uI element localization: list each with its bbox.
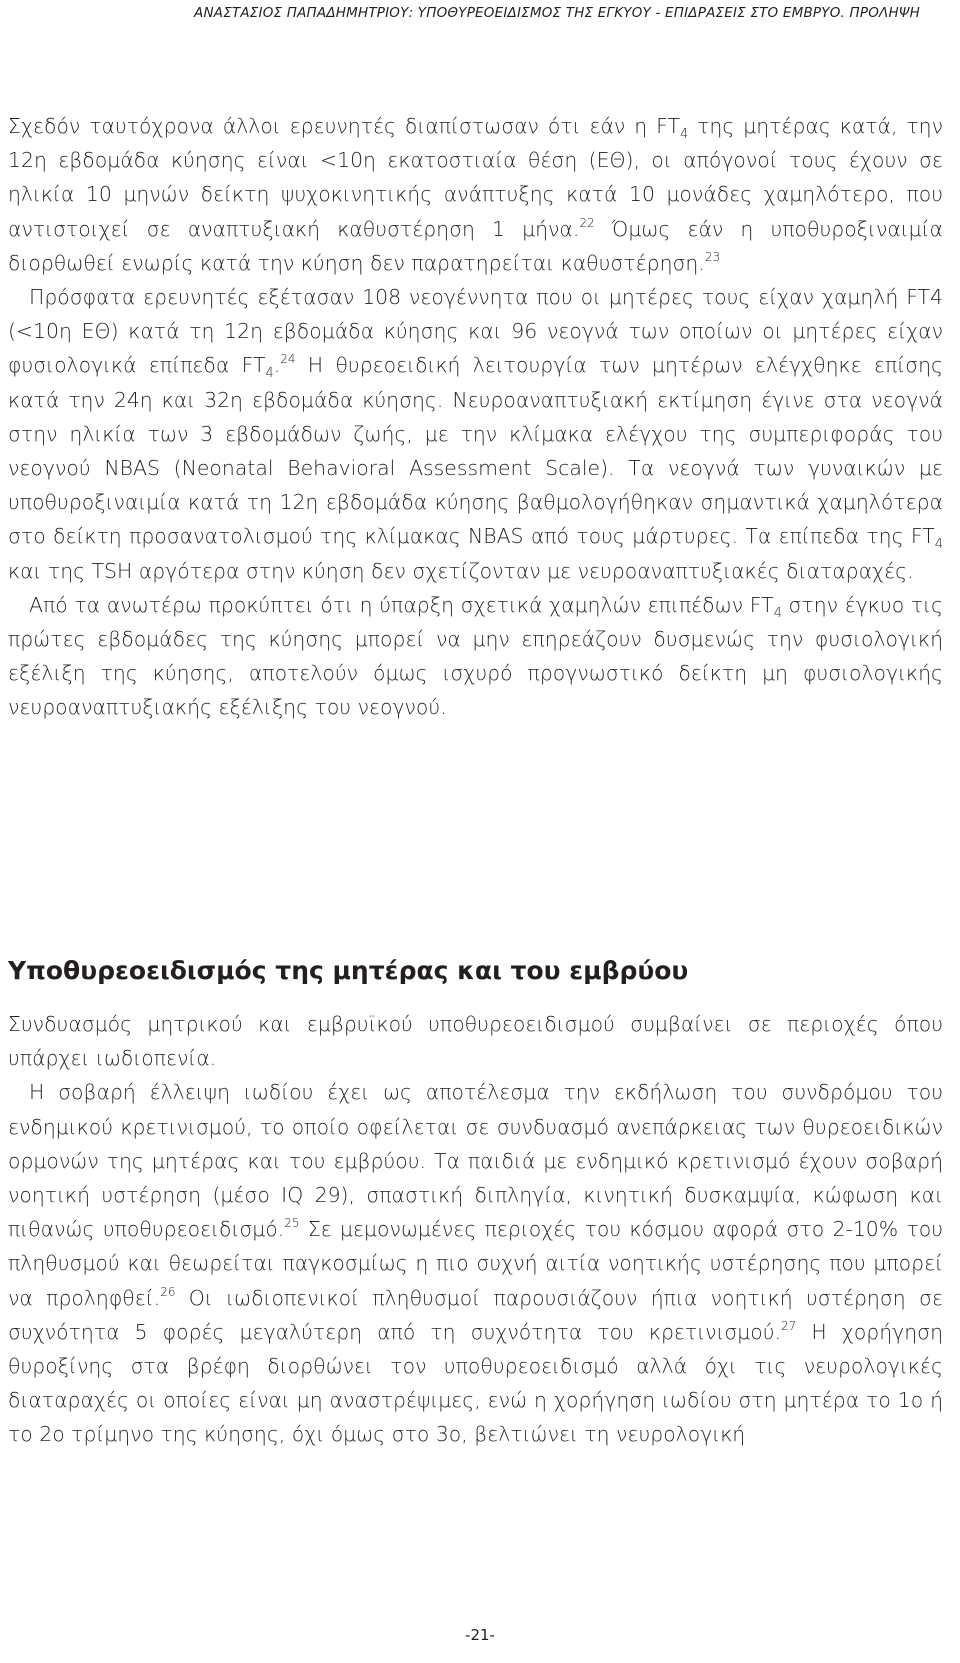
- text: και της TSH αργότερα στην κύηση δεν σχετίζονταν με νευροαναπτυξιακές διαταραχές.: [8, 558, 914, 583]
- text: στην έγκυο τις πρώτες εβδομάδες της κύησης μπορεί να μην επηρεάζουν δυσμενώς την φυσιολογική εξέλιξη της κύησης, αποτελούν όμως ισχυρό προγνωστικό δείκτη μη φυσιολογικής νευροαναπτυξιακής εξέλιξης του νεογνού.: [8, 592, 943, 720]
- subscript: 4: [773, 605, 782, 621]
- page-number: -21-: [465, 1626, 495, 1644]
- paragraph: [8, 280, 943, 588]
- text: Σε μεμονωμένες περιοχές του κόσμου αφορά στο 2-10% του πληθυσμού και θεωρείται παγκοσμίως η πιο συχνή αιτία νοητικής υστέρησης που μπορεί να προληφθεί.: [8, 1217, 943, 1310]
- text: της μητέρας κατά, την 12η εβδομάδα κύησης είναι <10η εκατοστιαία θέση (ΕΘ), οι απόγονοί τους έχουν σε ηλικία 10 μηνών δείκτη ψυχοκινητικής ανάπτυξης κατά 10 μονάδες χαμηλότερο, που αντιστοιχεί σε αναπτυξιακή καθυστέρηση 1 μήνα.: [8, 114, 943, 241]
- paragraph: Συνδυασμός μητρικού και εμβρυϊκού υποθυρεοειδισμού συμβαίνει σε περιοχές όπου υπάρχει ιωδιοπενία.: [8, 1012, 943, 1071]
- subscript: 4: [934, 537, 943, 553]
- section-heading: Υποθυρεοειδισμός της μητέρας και του εμβρύου: [8, 956, 689, 985]
- text: Η σοβαρή έλλειψη ιωδίου έχει ως αποτέλεσμα την εκδήλωση του συνδρόμου του ενδημικού κρετινισμού, το οποίο οφείλεται σε συνδυασμό ανεπάρκειας των θυρεοειδικών ορμονών της μητέρας και του εμβρύου. Τα παιδιά με ενδημικό κρετινισμό έχουν σοβαρή νοητική υστέρηση (μέσο IQ 29), σπαστική διπληγία, κινητική δυσκαμψία, κώφωση και πιθανώς υποθυρεοειδισμό.: [8, 1080, 943, 1242]
- subscript: 4: [265, 366, 274, 382]
- reference-number: 25: [284, 1216, 300, 1231]
- paragraph: [8, 1075, 943, 1451]
- paragraph: [8, 588, 943, 725]
- text: .: [273, 353, 281, 378]
- reference-number: 26: [160, 1284, 176, 1299]
- reference-number: 24: [280, 352, 296, 367]
- reference-number: 22: [579, 215, 595, 230]
- reference-number: 27: [781, 1318, 797, 1333]
- text: Όμως εάν η υποθυροξιναιμία διορθωθεί ενωρίς κατά την κύηση δεν παρατηρείται καθυστέρηση.: [8, 216, 943, 275]
- section-1-text: [8, 109, 943, 725]
- text: Η θυρεοειδική λειτουργία των μητέρων ελέγχθηκε επίσης κατά την 24η και 32η εβδομάδα κύησης. Νευροαναπτυξιακή εκτίμηση έγινε στα νεογνά στην ηλικία των 3 εβδομάδων ζωής, με την κλίμακα ελέγχου της συμπεριφοράς του νεογνού NBAS (Neonatal Behavioral Assessment Scale). Τα νεογνά των γυναικών με υποθυροξιναιμία κατά τη 12η εβδομάδα κύησης βαθμολογήθηκαν σημαντικά χαμηλότερα στο δείκτη προσανατολισμού της κλίμακας NBAS από τους μάρτυρες. Τα επίπεδα της FT: [8, 353, 944, 549]
- reference-number: 23: [704, 249, 721, 264]
- text: Από τα ανωτέρω προκύπτει ότι η ύπαρξη σχετικά χαμηλών επιπέδων FT: [29, 592, 774, 617]
- paragraph: [8, 109, 943, 280]
- section-2-text: [8, 1007, 943, 1452]
- text: Πρόσφατα ερευνητές εξέτασαν 108 νεογέννητα που οι μητέρες τους είχαν χαμηλή FT4 (<10η ΕΘ) κατά τη 12η εβδομάδα κύησης και 96 νεογνά των οποίων οι μητέρες είχαν φυσιολογικά επίπεδα FT: [8, 285, 943, 378]
- text: Οι ιωδιοπενικοί πληθυσμοί παρουσιάζουν ήπια νοητική υστέρηση σε συχνότητα 5 φορές μεγαλύτερη από τη συχνότητα του κρετινισμού.: [8, 1285, 943, 1344]
- running-header: ΑΝΑΣΤΑΣΙΟΣ ΠΑΠΑΔΗΜΗΤΡΙΟΥ: ΥΠΟΘΥΡΕΟΕΙΔΙΣΜΟΣ ΤΗΣ ΕΓΚΥΟΥ - ΕΠΙΔΡΑΣΕΙΣ ΣΤΟ ΕΜΒΡΥΟ. ΠΡΟΛΗΨΗ: [194, 5, 920, 21]
- text: Η χορήγηση θυροξίνης στα βρέφη διορθώνει τον υποθυρεοειδισμό αλλά όχι τις νευρολογικές διαταραχές οι οποίες είναι μη αναστρέψιμες, ενώ η χορήγηση ιωδίου στη μητέρα το 1ο ή το 2ο τρίμηνο της κύησης, όχι όμως στο 3ο, βελτιώνει τη νευρολογική: [8, 1319, 944, 1447]
- text: Σχεδόν ταυτόχρονα άλλοι ερευνητές διαπίστωσαν ότι εάν η FT: [8, 114, 680, 138]
- subscript: 4: [679, 127, 689, 142]
